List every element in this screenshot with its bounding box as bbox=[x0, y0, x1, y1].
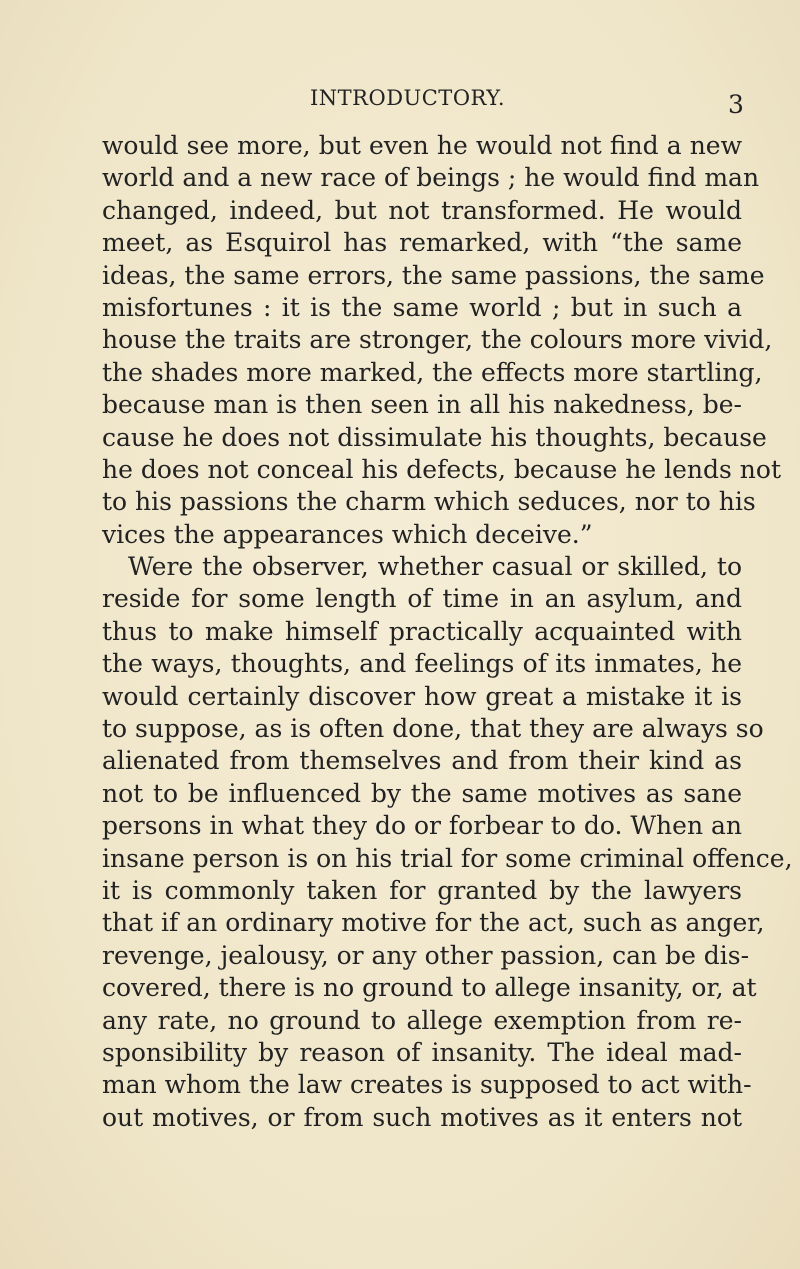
text-line: would see more, but even he would not find a new bbox=[102, 131, 742, 160]
text-line: ideas, the same errors, the same passions, the same bbox=[102, 260, 765, 290]
text-line: house the traits are stronger, the colours more vivid, bbox=[102, 325, 773, 355]
text-line: changed, indeed, but not transformed. He would bbox=[102, 195, 742, 225]
text-line: insane person is on his trial for some criminal offence, bbox=[102, 843, 793, 873]
text-line: any rate, no ground to allege exemption from re- bbox=[102, 1005, 742, 1035]
text-line: revenge, jealousy, or any other passion, can be dis- bbox=[102, 940, 750, 970]
page-header bbox=[0, 82, 800, 122]
text-line: persons in what they do or forbear to do. When an bbox=[102, 811, 742, 841]
running-title: INTRODUCTORY. bbox=[310, 86, 506, 110]
text-line: because man is then seen in all his nakedness, be- bbox=[102, 390, 742, 420]
text-line: world and a new race of beings ; he would find man bbox=[102, 163, 760, 193]
text-line: covered, there is no ground to allege insanity, or, at bbox=[102, 973, 757, 1003]
text-line: cause he does not dissimulate his thoughts, because bbox=[102, 422, 767, 452]
text-line: vices the appearances which deceive.” bbox=[102, 519, 593, 549]
text-line: the ways, thoughts, and feelings of its inmates, he bbox=[102, 649, 742, 679]
text-line: he does not conceal his defects, because he lends not bbox=[102, 454, 781, 484]
text-line: the shades more marked, the effects more startling, bbox=[102, 357, 763, 387]
text-line: alienated from themselves and from their kind as bbox=[102, 746, 742, 776]
text-line: it is commonly taken for granted by the lawyers bbox=[102, 875, 742, 905]
text-line: reside for some length of time in an asylum, and bbox=[102, 584, 742, 614]
text-line: out motives, or from such motives as it enters not bbox=[102, 1102, 742, 1132]
text-line: thus to make himself practically acquainted with bbox=[102, 616, 742, 646]
text-line: Were the observer, whether casual or skilled, to bbox=[128, 552, 742, 582]
text-line: would certainly discover how great a mistake it is bbox=[102, 681, 742, 711]
text-line: not to be influenced by the same motives as sane bbox=[102, 778, 742, 808]
text-line: sponsibility by reason of insanity. The ideal mad- bbox=[102, 1037, 742, 1067]
text-line: misfortunes : it is the same world ; but in such a bbox=[102, 292, 742, 322]
text-line: to his passions the charm which seduces, nor to his bbox=[102, 487, 756, 517]
page-number: 3 bbox=[728, 90, 744, 119]
text-line: meet, as Esquirol has remarked, with “the same bbox=[102, 228, 742, 258]
text-line: man whom the law creates is supposed to act with- bbox=[102, 1070, 752, 1100]
body-text bbox=[102, 130, 793, 1134]
text-line: that if an ordinary motive for the act, such as anger, bbox=[102, 908, 765, 938]
text-line: to suppose, as is often done, that they are always so bbox=[102, 714, 764, 744]
